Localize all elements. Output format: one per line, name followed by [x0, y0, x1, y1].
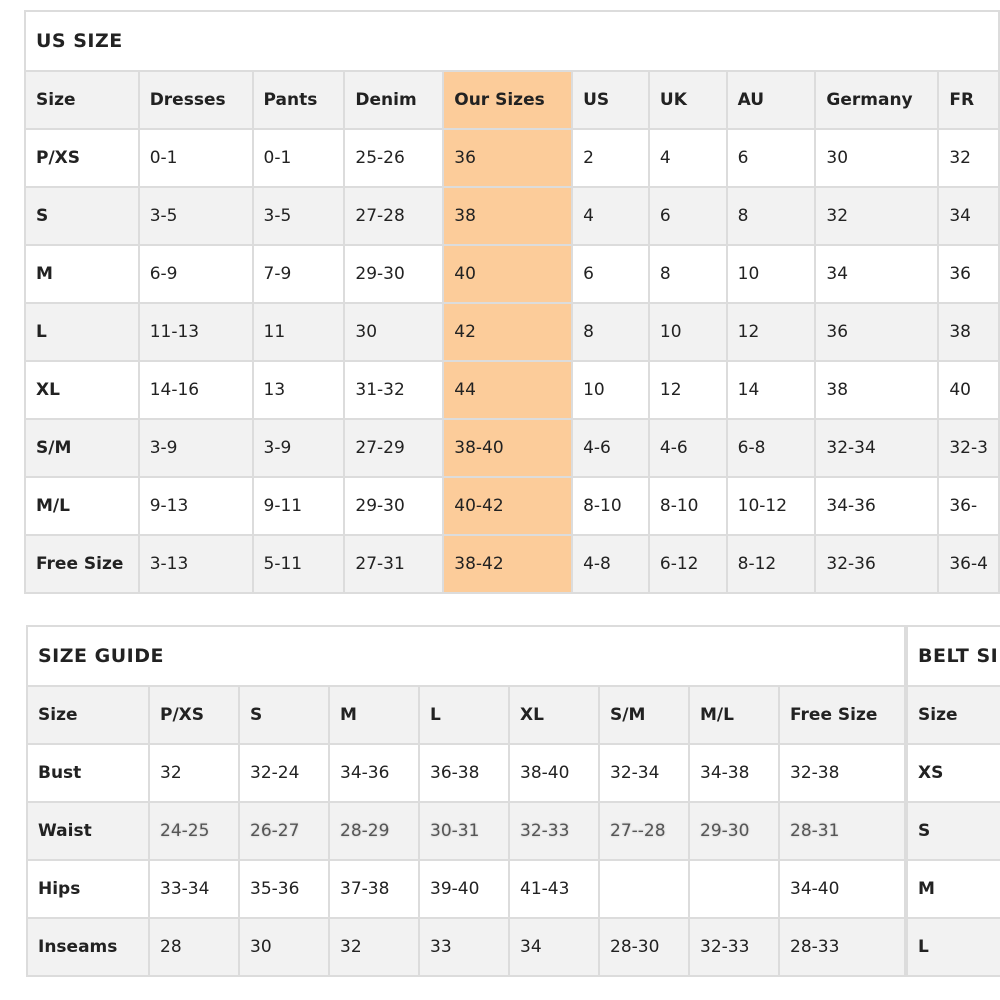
row-label: Bust — [27, 744, 149, 802]
table-cell: 13 — [253, 361, 345, 419]
belt-size-header-size: Size — [907, 686, 1000, 744]
table-cell: 36-4 — [938, 535, 999, 593]
table-cell: 0-1 — [253, 129, 345, 187]
table-cell: 29-30 — [689, 802, 779, 860]
table-cell: 35-36 — [239, 860, 329, 918]
table-cell: 4 — [649, 129, 727, 187]
table-row — [25, 419, 999, 477]
row-label: S — [907, 802, 1000, 860]
us-size-header-dresses: Dresses — [139, 71, 253, 129]
row-label: XS — [907, 744, 1000, 802]
table-cell: 34-36 — [329, 744, 419, 802]
table-cell: 28-31 — [779, 802, 905, 860]
table-cell: 6 — [649, 187, 727, 245]
us-size-header-au: AU — [727, 71, 816, 129]
table-cell: 8-12 — [727, 535, 816, 593]
table-cell: 10-12 — [727, 477, 816, 535]
table-cell: 32-34 — [815, 419, 938, 477]
table-cell: 32-24 — [239, 744, 329, 802]
row-label: M — [25, 245, 139, 303]
table-cell: 6-12 — [649, 535, 727, 593]
table-row — [25, 535, 999, 593]
table-cell: 32-33 — [509, 802, 599, 860]
table-cell: 32-38 — [779, 744, 905, 802]
table-cell: 4-6 — [572, 419, 649, 477]
table-row — [25, 187, 999, 245]
table-cell: 34 — [509, 918, 599, 976]
table-cell: 30-31 — [419, 802, 509, 860]
table-cell: 12 — [727, 303, 816, 361]
table-cell: 38 — [815, 361, 938, 419]
table-cell: 36 — [815, 303, 938, 361]
table-row — [27, 744, 905, 802]
table-cell: 34-36 — [815, 477, 938, 535]
table-cell: 41-43 — [509, 860, 599, 918]
our-size-cell: 40 — [443, 245, 572, 303]
table-cell: 6-9 — [139, 245, 253, 303]
table-cell: 38 — [938, 303, 999, 361]
table-cell: 12 — [649, 361, 727, 419]
table-cell: 37-38 — [329, 860, 419, 918]
us-size-header-denim: Denim — [344, 71, 443, 129]
table-cell: 30 — [239, 918, 329, 976]
us-size-header-germany: Germany — [815, 71, 938, 129]
table-row — [25, 361, 999, 419]
table-cell: 38-40 — [509, 744, 599, 802]
table-cell: 11 — [253, 303, 345, 361]
table-cell: 32-33 — [689, 918, 779, 976]
table-cell: 27--28 — [599, 802, 689, 860]
table-row — [907, 918, 1000, 976]
row-label: P/XS — [25, 129, 139, 187]
size-guide-header-xl: XL — [509, 686, 599, 744]
table-cell: 0-1 — [139, 129, 253, 187]
table-cell: 8 — [727, 187, 816, 245]
table-cell: 24-25 — [149, 802, 239, 860]
row-label: L — [907, 918, 1000, 976]
table-cell: 3-9 — [253, 419, 345, 477]
table-row — [27, 802, 905, 860]
table-cell: 32 — [149, 744, 239, 802]
table-cell: 6 — [572, 245, 649, 303]
size-guide-header-m: M — [329, 686, 419, 744]
table-cell: 34 — [815, 245, 938, 303]
table-cell: 33-34 — [149, 860, 239, 918]
table-cell: 4-6 — [649, 419, 727, 477]
table-cell: 32-36 — [815, 535, 938, 593]
size-guide-header-l: L — [419, 686, 509, 744]
table-cell: 39-40 — [419, 860, 509, 918]
our-size-cell: 42 — [443, 303, 572, 361]
row-label: M/L — [25, 477, 139, 535]
table-cell: 27-31 — [344, 535, 443, 593]
table-cell: 32 — [329, 918, 419, 976]
table-row — [907, 802, 1000, 860]
our-size-cell: 38 — [443, 187, 572, 245]
us-size-table — [24, 10, 1000, 594]
size-guide-header-size: Size — [27, 686, 149, 744]
table-cell: 27-29 — [344, 419, 443, 477]
table-cell: 8 — [572, 303, 649, 361]
us-size-header-fr: FR — [938, 71, 999, 129]
table-cell: 9-11 — [253, 477, 345, 535]
table-cell: 5-11 — [253, 535, 345, 593]
row-label: Inseams — [27, 918, 149, 976]
table-cell: 28-30 — [599, 918, 689, 976]
table-cell: 36- — [938, 477, 999, 535]
table-cell: 14 — [727, 361, 816, 419]
table-cell: 28-33 — [779, 918, 905, 976]
table-cell: 34-38 — [689, 744, 779, 802]
table-cell: 7-9 — [253, 245, 345, 303]
table-cell: 28 — [149, 918, 239, 976]
row-label: M — [907, 860, 1000, 918]
table-cell: 4 — [572, 187, 649, 245]
row-label: S — [25, 187, 139, 245]
table-cell: 10 — [649, 303, 727, 361]
table-cell: 10 — [572, 361, 649, 419]
table-row — [27, 918, 905, 976]
table-cell: 3-9 — [139, 419, 253, 477]
table-cell: 8-10 — [649, 477, 727, 535]
us-size-header-size: Size — [25, 71, 139, 129]
table-cell: 31-32 — [344, 361, 443, 419]
table-row — [907, 744, 1000, 802]
table-cell: 8-10 — [572, 477, 649, 535]
size-guide-header-pxs: P/XS — [149, 686, 239, 744]
table-cell: 27-28 — [344, 187, 443, 245]
table-row — [25, 129, 999, 187]
table-cell: 34 — [938, 187, 999, 245]
us-size-header-pants: Pants — [253, 71, 345, 129]
belt-size-title: BELT SI — [907, 626, 1000, 686]
us-size-title: US SIZE — [25, 11, 999, 71]
table-cell: 32 — [938, 129, 999, 187]
table-cell — [599, 860, 689, 918]
table-cell: 28-29 — [329, 802, 419, 860]
table-cell: 4-8 — [572, 535, 649, 593]
table-cell: 3-5 — [253, 187, 345, 245]
table-row — [25, 245, 999, 303]
table-row — [27, 860, 905, 918]
our-size-cell: 38-42 — [443, 535, 572, 593]
table-cell: 8 — [649, 245, 727, 303]
table-cell: 25-26 — [344, 129, 443, 187]
table-cell: 3-5 — [139, 187, 253, 245]
table-cell: 29-30 — [344, 477, 443, 535]
size-guide-header-ml: M/L — [689, 686, 779, 744]
table-cell: 6-8 — [727, 419, 816, 477]
table-cell — [689, 860, 779, 918]
table-cell: 36-38 — [419, 744, 509, 802]
table-cell: 26-27 — [239, 802, 329, 860]
table-cell: 2 — [572, 129, 649, 187]
table-row — [25, 303, 999, 361]
table-row — [907, 860, 1000, 918]
table-cell: 3-13 — [139, 535, 253, 593]
table-cell: 9-13 — [139, 477, 253, 535]
size-guide-header-s: S — [239, 686, 329, 744]
row-label: L — [25, 303, 139, 361]
size-guide-table — [26, 625, 906, 977]
table-cell: 11-13 — [139, 303, 253, 361]
table-cell: 36 — [938, 245, 999, 303]
table-cell: 40 — [938, 361, 999, 419]
us-size-header-our-sizes: Our Sizes — [443, 71, 572, 129]
table-cell: 32-34 — [599, 744, 689, 802]
row-label: XL — [25, 361, 139, 419]
row-label: S/M — [25, 419, 139, 477]
size-guide-header-free-size: Free Size — [779, 686, 905, 744]
table-cell: 14-16 — [139, 361, 253, 419]
our-size-cell: 38-40 — [443, 419, 572, 477]
table-cell: 6 — [727, 129, 816, 187]
us-size-header-us: US — [572, 71, 649, 129]
table-cell: 34-40 — [779, 860, 905, 918]
us-size-header-uk: UK — [649, 71, 727, 129]
table-cell: 30 — [344, 303, 443, 361]
table-row — [25, 477, 999, 535]
size-guide-title: SIZE GUIDE — [27, 626, 905, 686]
table-cell: 29-30 — [344, 245, 443, 303]
table-cell: 32-3 — [938, 419, 999, 477]
row-label: Free Size — [25, 535, 139, 593]
our-size-cell: 36 — [443, 129, 572, 187]
table-cell: 10 — [727, 245, 816, 303]
belt-size-table — [906, 625, 1000, 977]
table-cell: 33 — [419, 918, 509, 976]
our-size-cell: 40-42 — [443, 477, 572, 535]
row-label: Hips — [27, 860, 149, 918]
our-size-cell: 44 — [443, 361, 572, 419]
table-cell: 32 — [815, 187, 938, 245]
table-cell: 30 — [815, 129, 938, 187]
size-guide-header-sm: S/M — [599, 686, 689, 744]
row-label: Waist — [27, 802, 149, 860]
